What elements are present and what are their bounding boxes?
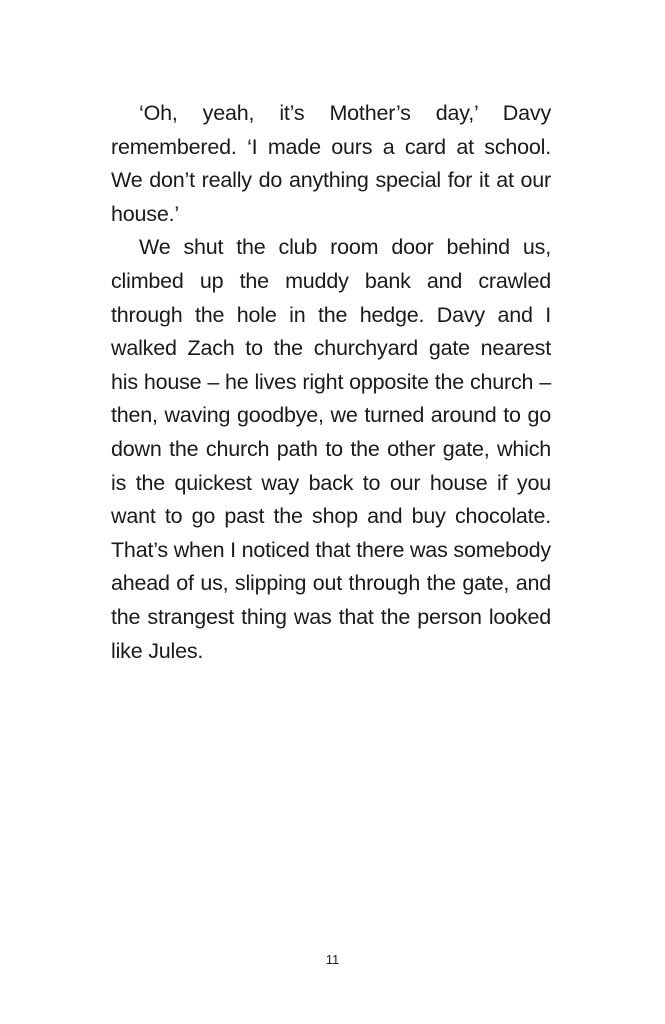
page-number: 11 <box>325 952 340 967</box>
paragraph: We shut the club room door behind us, climbed up the muddy bank and crawled through the hole in the hedge. Davy and I walked Zach to the churchyard gate nearest his house – he lives right opposite the church – then, waving goodbye, we turned around to go down the church path to the other gate, which is the quickest way back to our house if you want to go past the shop and buy chocolate. That’s when I noticed that there was somebody ahead of us, slipping out through the gate, and the strangest thing was that the person looked like Jules. <box>111 235 551 663</box>
body-text <box>111 97 551 668</box>
paragraph: ‘Oh, yeah, it’s Mother’s day,’ Davy remembered. ‘I made ours a card at school. We don’t really do anything special for it at our house.’ <box>111 101 551 226</box>
